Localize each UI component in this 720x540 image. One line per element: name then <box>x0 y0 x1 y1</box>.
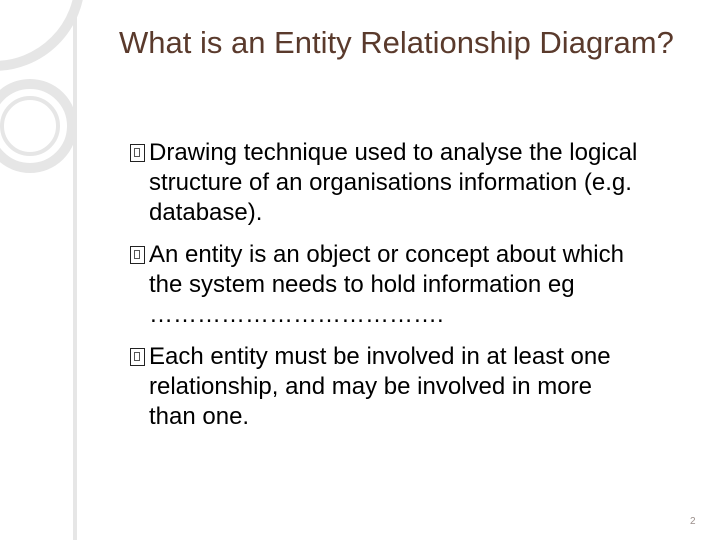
bullet-text: Each entity must be involved in at least one relationship, and may be involved in more than one. <box>149 343 611 430</box>
bullet-box-icon <box>130 246 145 264</box>
bullet-item <box>119 240 639 330</box>
bullet-box-icon <box>130 348 145 366</box>
deco-ring-inner <box>2 98 58 154</box>
bullet-text: Drawing technique used to analyse the logical structure of an organisations information (e.g. database). <box>149 139 638 226</box>
slide-title: What is an Entity Relationship Diagram? <box>119 25 674 60</box>
bullet-item <box>119 138 639 228</box>
deco-ring-large <box>0 0 80 66</box>
slide-number: 2 <box>690 516 696 527</box>
deco-vertical-line <box>73 0 77 540</box>
bullet-text: An entity is an object or concept about which the system needs to hold information eg ………………………………. <box>149 241 624 328</box>
bullet-item <box>119 342 639 432</box>
bullet-box-icon <box>130 144 145 162</box>
deco-ring-medium <box>0 84 72 168</box>
bullet-list <box>119 138 639 444</box>
